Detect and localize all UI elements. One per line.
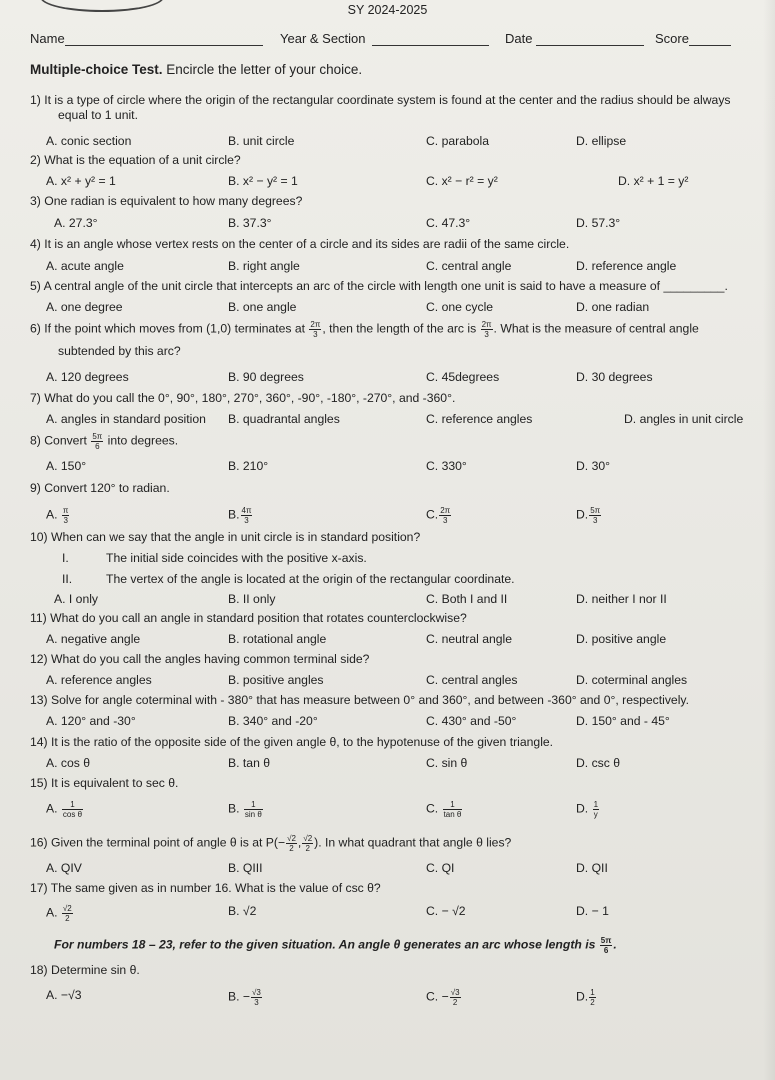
question-text: It is equivalent to sec θ. [51, 776, 179, 790]
choice-letter: A. [46, 801, 58, 816]
choice-d[interactable]: D. ellipse [576, 134, 627, 148]
fraction-denominator: 3 [313, 330, 318, 339]
choice-a[interactable]: A. cos θ [46, 756, 91, 770]
question-15 [30, 776, 761, 791]
choice-c[interactable] [426, 800, 463, 819]
question-text: If the point which moves from (1,0) terminates at [44, 321, 306, 336]
fraction-numerator: 2π [440, 506, 451, 515]
choice-d[interactable]: D. one radian [576, 300, 650, 314]
question-number: 12) [30, 652, 48, 666]
question-8 [30, 432, 761, 451]
question-text: Convert 120° to radian. [44, 481, 170, 495]
score-label: Score [655, 31, 689, 46]
fraction-denominator: 3 [442, 516, 448, 525]
statement-text: The vertex of the angle is located at the origin of the rectangular coordinate. [106, 572, 515, 586]
test-instructions-text: Encircle the letter of your choice. [162, 62, 363, 77]
fraction-numerator: 1 [443, 800, 463, 810]
choice-c[interactable]: C. Both I and II [426, 592, 508, 606]
fraction-denominator: 2 [289, 844, 294, 853]
choice-c[interactable]: C. QI [426, 861, 455, 875]
choice-a[interactable] [46, 904, 74, 923]
choice-letter: A. [46, 507, 58, 522]
choice-a[interactable]: A. QIV [46, 861, 82, 875]
roman-numeral: I. [62, 551, 69, 565]
question-9 [30, 481, 761, 496]
fraction-numerator: 1 [593, 800, 599, 809]
school-year: SY 2024-2025 [347, 3, 428, 17]
question-3 [30, 194, 761, 209]
choice-d[interactable] [576, 506, 602, 525]
score-line[interactable] [689, 33, 731, 46]
choice-c[interactable]: C. x² − r² = y² [426, 174, 498, 188]
question-18 [30, 963, 761, 978]
choice-letter: D. [576, 507, 589, 522]
choice-c[interactable]: C. one cycle [426, 300, 494, 314]
choice-c[interactable]: C. parabola [426, 134, 490, 148]
fraction-5pi-6 [91, 432, 103, 451]
question-14-choices [46, 756, 761, 772]
choice-b[interactable]: B. 210° [228, 459, 269, 473]
question-3-choices [46, 216, 761, 232]
fraction-denominator: cos θ [62, 810, 83, 819]
choice-a[interactable]: A. conic section [46, 134, 132, 148]
choice-d[interactable]: D. 30 degrees [576, 370, 653, 384]
fraction-numerator: √2 [287, 834, 296, 843]
choice-d[interactable]: D. 30° [576, 459, 611, 473]
fraction-numerator: 2π [310, 320, 321, 329]
choice-a[interactable]: A. angles in standard position [46, 412, 206, 426]
question-text-end: . What is the measure of central angle [493, 321, 699, 336]
choice-a[interactable]: A. −√3 [46, 988, 82, 1002]
fraction-1-tan [443, 800, 463, 819]
statement-2 [62, 572, 515, 586]
test-instructions [30, 62, 362, 77]
date-line[interactable] [536, 33, 644, 46]
fraction-denominator: y [593, 810, 598, 819]
question-9-choices [46, 506, 761, 528]
question-text: What do you call the 0°, 90°, 180°, 270°, 360°, -90°, -180°, -270°, and -360°. [44, 391, 456, 405]
question-5 [30, 279, 761, 294]
question-13-choices [46, 714, 761, 730]
question-12-choices [46, 673, 761, 689]
fraction-1-y [593, 800, 599, 819]
choice-c[interactable]: C. − √2 [426, 904, 466, 918]
fraction-numerator: 2π [481, 320, 492, 329]
choice-d[interactable]: D. 150° and - 45° [576, 714, 670, 728]
question-16-choices [46, 861, 761, 877]
choice-c[interactable]: C. central angles [426, 673, 518, 687]
year-section-field[interactable] [280, 31, 505, 46]
fraction-numerator: 1 [62, 800, 83, 810]
choice-b[interactable]: B. 340° and -20° [228, 714, 318, 728]
choice-d[interactable]: D. x² + 1 = y² [618, 174, 689, 188]
question-number: 2) [30, 153, 41, 167]
question-4 [30, 237, 761, 252]
fraction-numerator: 1 [590, 988, 595, 997]
student-info-row [30, 31, 753, 46]
choice-c[interactable]: C. sin θ [426, 756, 468, 770]
choice-a[interactable]: A. negative angle [46, 632, 141, 646]
question-number: 8) [30, 433, 41, 448]
fraction-denominator: 2 [452, 998, 458, 1007]
choice-b[interactable]: B. unit circle [228, 134, 295, 148]
choice-d[interactable] [576, 800, 600, 819]
question-text: One radian is equivalent to how many degrees? [44, 194, 303, 208]
fraction-numerator: 5π [590, 506, 601, 515]
choice-letter: C. [426, 507, 439, 522]
question-5-choices [46, 300, 761, 316]
question-12 [30, 652, 761, 667]
choice-b[interactable]: B. positive angles [228, 673, 324, 687]
choice-a[interactable]: A. 120 degrees [46, 370, 129, 384]
fraction-denominator: 6 [603, 946, 609, 955]
fraction-denominator: 3 [254, 998, 259, 1007]
choice-c[interactable]: C. 47.3° [426, 216, 471, 230]
question-11 [30, 611, 761, 626]
fraction-numerator: 1 [244, 800, 263, 810]
question-text: What do you call an angle in standard position that rotates counterclockwise? [50, 611, 467, 625]
choice-a[interactable]: A. one degree [46, 300, 123, 314]
fraction-denominator: 2 [305, 844, 310, 853]
fraction-2pi-3 [309, 320, 321, 339]
fraction-numerator: 5π [92, 432, 103, 441]
question-number: 1) [30, 93, 41, 107]
question-text: It is the ratio of the opposite side of the given angle θ, to the hypotenuse of the given triangle. [51, 735, 554, 749]
fraction-denominator: 2 [590, 998, 595, 1007]
choice-d[interactable]: D. QII [576, 861, 608, 875]
question-text-cont: subtended by this arc? [58, 344, 181, 358]
fraction-5pi-6-b [600, 936, 613, 955]
question-1-choices [46, 134, 761, 150]
choice-c[interactable]: C. 430° and -50° [426, 714, 517, 728]
question-text-mid: , then the length of the arc is [322, 321, 477, 336]
choice-a[interactable] [46, 800, 84, 819]
choice-b[interactable]: B. QIII [228, 861, 263, 875]
question-number: 4) [30, 237, 41, 251]
choice-a[interactable]: A. reference angles [46, 673, 152, 687]
question-2 [30, 153, 761, 168]
name-label: Name [30, 31, 65, 46]
question-number: 14) [30, 735, 48, 749]
choice-d[interactable]: D. csc θ [576, 756, 621, 770]
question-16: 16) Given the terminal point of angle θ is at P(− $\frac{√2}{2}$ , $\frac{√2}{2}$ ). In what quadrant that angle θ lies? [30, 834, 512, 853]
score-field[interactable] [655, 31, 731, 46]
choice-letter: D. [576, 801, 589, 816]
fraction-1-2 [589, 988, 595, 1007]
choice-d[interactable]: D. reference angle [576, 259, 677, 273]
fraction-sqrt2-2-c [62, 904, 73, 923]
date-label: Date [505, 31, 533, 46]
year-section-label: Year & Section [280, 31, 366, 46]
question-6-choices [46, 370, 761, 386]
choice-letter: D. [576, 989, 589, 1004]
question-number: 3) [30, 194, 41, 208]
fraction-numerator: √3 [450, 988, 460, 997]
question-text: The same given as in number 16. What is the value of csc θ? [50, 881, 381, 895]
fraction-numerator: 4π [241, 506, 252, 515]
question-number: 18) [30, 963, 48, 977]
choice-d[interactable]: D. positive angle [576, 632, 667, 646]
choice-d[interactable]: D. coterminal angles [576, 673, 688, 687]
roman-numeral: II. [62, 572, 73, 586]
fraction-1-cos [62, 800, 83, 819]
question-14 [30, 735, 761, 750]
statement-1 [62, 551, 367, 565]
choice-d[interactable]: D. 57.3° [576, 216, 621, 230]
question-number: 15) [30, 776, 48, 790]
question-number: 16) [30, 835, 48, 850]
question-number: 11) [30, 611, 47, 625]
choice-b[interactable]: B. II only [228, 592, 276, 606]
question-number: 17) [30, 881, 48, 895]
question-17-choices [46, 904, 761, 928]
fraction-denominator: tan θ [443, 810, 462, 819]
choice-c[interactable]: C. reference angles [426, 412, 533, 426]
question-text: It is an angle whose vertex rests on the center of a circle and its sides are radii of the same circle. [44, 237, 570, 251]
fraction-2pi-3-b [481, 320, 493, 339]
choice-b[interactable]: B. one angle [228, 300, 297, 314]
fraction-sqrt3-3 [251, 988, 262, 1007]
fraction-denominator: 3 [63, 516, 68, 525]
fraction-denominator: 2 [65, 914, 70, 923]
fraction-sqrt2-2 [286, 834, 297, 853]
choice-letter: B. [228, 801, 240, 816]
question-15-choices [46, 800, 761, 824]
fraction-numerator: √2 [62, 904, 72, 913]
question-text: Solve for angle coterminal with - 380° that has measure between 0° and 360°, and between -360° and 0°, respectively. [51, 693, 689, 707]
question-text: Given the terminal point of angle θ is at P(− [51, 835, 286, 850]
question-text-cont: equal to 1 unit. [58, 108, 138, 122]
choice-b[interactable] [228, 988, 263, 1007]
fraction-denominator: 3 [592, 516, 598, 525]
choice-a[interactable]: A. I only [54, 592, 99, 606]
question-10 [30, 530, 761, 545]
question-text-end: into degrees. [107, 433, 179, 448]
choice-b[interactable]: B. 90 degrees [228, 370, 304, 384]
fraction-5pi-3 [589, 506, 601, 525]
page-edge-shadow [763, 0, 775, 1080]
question-17 [30, 881, 761, 896]
fraction-numerator: π [62, 506, 69, 515]
choice-c[interactable] [426, 988, 462, 1007]
question-text: What is the equation of a unit circle? [44, 153, 241, 167]
question-number: 7) [30, 391, 41, 405]
question-text-end: ). In what quadrant that angle θ lies? [314, 835, 512, 850]
choice-c[interactable]: C. neutral angle [426, 632, 513, 646]
choice-b[interactable]: B. quadrantal angles [228, 412, 340, 426]
question-6 [30, 320, 761, 359]
choice-a[interactable] [46, 506, 70, 525]
choice-d[interactable]: D. − 1 [576, 904, 609, 918]
choice-letter: C. − [426, 989, 449, 1004]
statement-text: The initial side coincides with the positive x-axis. [106, 551, 367, 565]
question-7-choices [46, 412, 761, 428]
question-1 [30, 93, 761, 123]
choice-d[interactable] [576, 988, 597, 1007]
situation-instructions: For numbers 18 – 23, refer to the given situation. An angle θ generates an arc whose length is $\frac{5\pi}{6}$ . [54, 936, 617, 955]
year-section-line[interactable] [372, 33, 489, 46]
question-2-choices [46, 174, 761, 190]
fraction-numerator: √2 [303, 834, 313, 843]
name-line[interactable] [65, 33, 263, 46]
question-number: 6) [30, 321, 41, 336]
choice-c[interactable] [426, 506, 452, 525]
choice-a[interactable]: A. acute angle [46, 259, 124, 273]
question-4-choices [46, 259, 761, 275]
question-7 [30, 391, 761, 406]
question-8-choices [46, 459, 761, 475]
fraction-denominator: 3 [484, 330, 489, 339]
question-number: 5) [30, 279, 41, 293]
fraction-sqrt2-2-b [302, 834, 313, 853]
choice-b[interactable]: B. √2 [228, 904, 257, 918]
choice-letter: C. [426, 801, 439, 816]
fraction-4pi-3 [241, 506, 253, 525]
choice-b[interactable] [228, 506, 253, 525]
choice-c[interactable]: C. central angle [426, 259, 512, 273]
question-11-choices [46, 632, 761, 648]
question-13 [30, 693, 761, 708]
question-text: A central angle of the unit circle that intercepts an arc of the circle with length one unit is said to have a measure of _________. [43, 279, 728, 293]
question-text: It is a type of circle where the origin of the rectangular coordinate system is found at the center and the radius should be always [44, 93, 731, 107]
choice-b[interactable]: B. right angle [228, 259, 300, 273]
fraction-numerator: 5π [600, 936, 612, 945]
choice-letter: A. [46, 905, 58, 920]
question-10-choices [46, 592, 761, 608]
fraction-denominator: 6 [95, 442, 100, 451]
choice-d[interactable]: D. neither I nor II [576, 592, 667, 606]
question-text: When can we say that the angle in unit circle is in standard position? [51, 530, 421, 544]
question-text: Determine sin θ. [51, 963, 140, 977]
choice-letter: B. − [228, 989, 251, 1004]
fraction-denominator: sin θ [244, 810, 262, 819]
choice-b[interactable]: B. x² − y² = 1 [228, 174, 298, 188]
fraction-numerator: √3 [252, 988, 261, 997]
choice-a[interactable]: A. 120° and -30° [46, 714, 136, 728]
choice-a[interactable]: A. x² + y² = 1 [46, 174, 116, 188]
choice-a[interactable]: A. 27.3° [54, 216, 98, 230]
fraction-1-sin [244, 800, 263, 819]
situation-text: For numbers 18 – 23, refer to the given situation. An angle θ generates an arc whose length is [54, 937, 596, 952]
test-title: Multiple-choice Test. [30, 62, 163, 77]
date-field[interactable] [505, 31, 655, 46]
choice-b[interactable] [228, 800, 264, 819]
choice-c[interactable]: C. 45degrees [426, 370, 500, 384]
question-number: 9) [30, 481, 41, 495]
choice-b[interactable]: B. rotational angle [228, 632, 327, 646]
choice-letter: B. [228, 507, 240, 522]
choice-b[interactable]: B. tan θ [228, 756, 271, 770]
fraction-denominator: 3 [244, 516, 249, 525]
choice-d[interactable]: D. angles in unit circle [624, 412, 744, 426]
question-number: 13) [30, 693, 48, 707]
choice-a[interactable]: A. 150° [46, 459, 87, 473]
choice-c[interactable]: C. 330° [426, 459, 467, 473]
fraction-sqrt3-2 [450, 988, 461, 1007]
choice-b[interactable]: B. 37.3° [228, 216, 272, 230]
name-field[interactable] [30, 31, 280, 46]
question-number: 10) [30, 530, 48, 544]
fraction-2pi-3-c [439, 506, 451, 525]
question-text: What do you call the angles having common terminal side? [51, 652, 370, 666]
fraction-pi-3 [62, 506, 70, 525]
question-text: Convert [44, 433, 87, 448]
question-18-choices [46, 988, 761, 1012]
